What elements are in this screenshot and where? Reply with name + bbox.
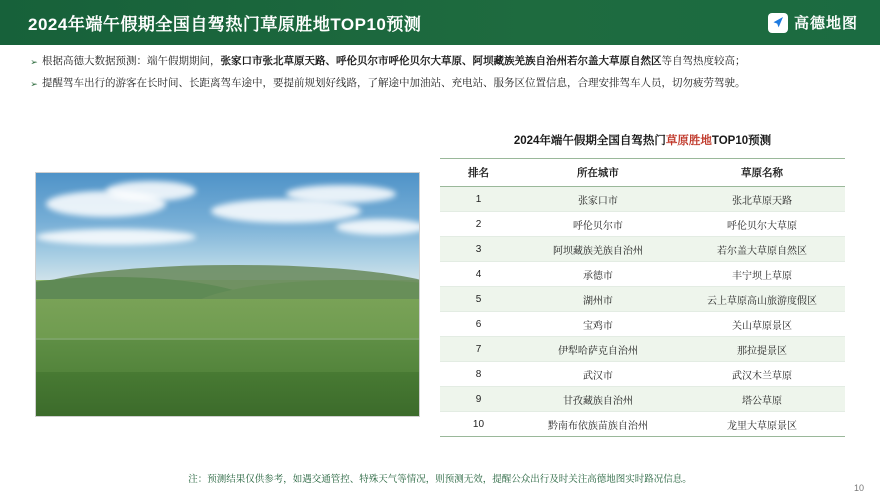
cloud-shape <box>36 229 196 245</box>
cell-city: 黔南布依族苗族自治州 <box>517 412 679 437</box>
field-divider <box>36 338 419 340</box>
ranking-table-section <box>440 132 845 437</box>
cell-grassland: 那拉提景区 <box>679 337 845 362</box>
table-title <box>440 132 845 148</box>
column-header-city: 所在城市 <box>517 159 679 187</box>
list-item <box>26 75 854 92</box>
cell-grassland: 若尔盖大草原自然区 <box>679 237 845 262</box>
cell-city: 武汉市 <box>517 362 679 387</box>
cell-grassland: 龙里大草原景区 <box>679 412 845 437</box>
page-title: 2024年端午假期全国自驾热门草原胜地TOP10预测 <box>28 15 422 34</box>
cell-city: 湖州市 <box>517 287 679 312</box>
column-header-grassland: 草原名称 <box>679 159 845 187</box>
cell-rank: 5 <box>440 287 517 312</box>
cell-city: 甘孜藏族自治州 <box>517 387 679 412</box>
cell-city: 阿坝藏族羌族自治州 <box>517 237 679 262</box>
cell-city: 呼伦贝尔市 <box>517 212 679 237</box>
table-row <box>440 312 845 337</box>
cell-grassland: 关山草原景区 <box>679 312 845 337</box>
cell-grassland: 张北草原天路 <box>679 187 845 212</box>
cloud-shape <box>336 219 420 235</box>
bullet-list <box>0 45 880 97</box>
cell-grassland: 云上草原高山旅游度假区 <box>679 287 845 312</box>
cell-grassland: 丰宁坝上草原 <box>679 262 845 287</box>
cell-rank: 9 <box>440 387 517 412</box>
table-row <box>440 287 845 312</box>
table-row <box>440 237 845 262</box>
cell-rank: 3 <box>440 237 517 262</box>
cell-city: 张家口市 <box>517 187 679 212</box>
cell-rank: 7 <box>440 337 517 362</box>
table-row <box>440 212 845 237</box>
cloud-shape <box>106 181 196 201</box>
table-row <box>440 362 845 387</box>
table-title-accent: 草原胜地 <box>665 135 712 147</box>
brand-logo-group <box>768 12 858 33</box>
navigation-arrow-icon <box>768 13 788 33</box>
table-row <box>440 337 845 362</box>
brand-name: 高德地图 <box>793 15 858 32</box>
cell-rank: 1 <box>440 187 517 212</box>
grassland-landscape-photo <box>35 172 420 417</box>
cell-rank: 6 <box>440 312 517 337</box>
table-row <box>440 387 845 412</box>
bullet-text-2: 提醒驾车出行的游客在长时间、长距离驾车途中，要提前规划好线路，了解途中加油站、充电站、服务区位置信息，合理安排驾车人员，切勿疲劳驾驶。 <box>42 77 746 89</box>
cell-rank: 4 <box>440 262 517 287</box>
cell-rank: 10 <box>440 412 517 437</box>
cell-grassland: 呼伦贝尔大草原 <box>679 212 845 237</box>
cell-rank: 2 <box>440 212 517 237</box>
cell-grassland: 塔公草原 <box>679 387 845 412</box>
cell-city: 宝鸡市 <box>517 312 679 337</box>
table-title-suffix: TOP10预测 <box>711 135 772 147</box>
page-header <box>0 0 880 45</box>
table-row <box>440 187 845 212</box>
table-header-row <box>440 159 845 187</box>
cell-city: 承德市 <box>517 262 679 287</box>
table-title-prefix: 2024年端午假期全国自驾热门 <box>513 135 666 147</box>
table-row <box>440 412 845 437</box>
bullet-arrow-icon: ➢ <box>30 57 38 67</box>
cell-grassland: 武汉木兰草原 <box>679 362 845 387</box>
ranking-table <box>440 158 845 437</box>
cloud-shape <box>286 185 396 203</box>
page-number: 10 <box>853 483 864 493</box>
table-body <box>440 187 845 437</box>
table-row <box>440 262 845 287</box>
grass-field-far <box>36 372 419 416</box>
bullet-text-1: 根据高德大数据预测：端午假期期间，张家口市张北草原天路、呼伦贝尔市呼伦贝尔大草原、阿坝藏族羌族自治州若尔盖大草原自然区等自驾热度较高； <box>42 55 746 67</box>
cell-city: 伊犁哈萨克自治州 <box>517 337 679 362</box>
cell-rank: 8 <box>440 362 517 387</box>
column-header-rank: 排名 <box>440 159 517 187</box>
bullet-arrow-icon: ➢ <box>30 79 38 89</box>
footnote: 注：预测结果仅供参考，如遇交通管控、特殊天气等情况，则预测无效，提醒公众出行及时关注高德地图实时路况信息。 <box>188 474 692 485</box>
list-item <box>26 53 854 70</box>
